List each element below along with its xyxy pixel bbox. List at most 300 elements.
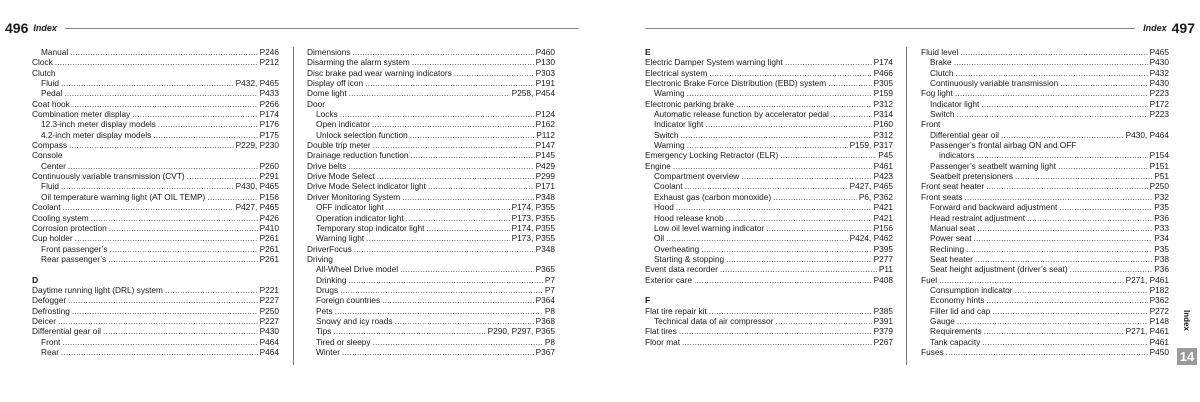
index-entry[interactable] bbox=[307, 326, 555, 336]
index-entry-page-ref[interactable]: P312 bbox=[873, 129, 893, 140]
index-entry-term: Low oil level warning indicator bbox=[654, 222, 765, 233]
index-entry[interactable] bbox=[645, 213, 893, 223]
index-entry[interactable] bbox=[307, 233, 555, 243]
index-entry-term: Operation indicator light bbox=[316, 212, 404, 223]
index-entry[interactable] bbox=[645, 244, 893, 254]
index-entry[interactable] bbox=[921, 171, 1169, 181]
index-entry-page-ref[interactable]: P466 bbox=[873, 67, 893, 78]
left-column-divider bbox=[293, 47, 294, 365]
dot-leader bbox=[960, 47, 1147, 57]
index-entry-page-ref[interactable]: P423 bbox=[873, 171, 893, 182]
index-entry[interactable] bbox=[32, 295, 279, 305]
index-entry-page-ref[interactable]: P290, P297, P365 bbox=[487, 326, 555, 337]
index-entry-term: Automatic release function by accelerator pedal bbox=[654, 109, 829, 120]
dot-leader bbox=[701, 244, 871, 254]
index-entry[interactable] bbox=[921, 347, 1169, 357]
index-entry-page-ref[interactable]: P261 bbox=[259, 233, 279, 244]
index-entry-page-ref[interactable]: P45 bbox=[878, 150, 893, 161]
index-entry[interactable] bbox=[32, 88, 279, 98]
index-entry-page-ref[interactable]: P277 bbox=[873, 253, 893, 264]
dot-leader bbox=[153, 130, 257, 140]
index-entry[interactable] bbox=[645, 57, 893, 67]
index-entry-page-ref[interactable]: P159 bbox=[873, 88, 893, 99]
index-entry-page-ref[interactable]: P191 bbox=[535, 78, 555, 89]
index-entry-page-ref[interactable]: P424, P462 bbox=[849, 233, 893, 244]
index-entry[interactable] bbox=[307, 88, 555, 98]
dot-leader bbox=[75, 233, 258, 243]
index-entry[interactable] bbox=[32, 181, 279, 191]
index-entry-term: All-Wheel Drive model bbox=[316, 264, 399, 275]
index-entry-page-ref[interactable]: P379 bbox=[873, 326, 893, 337]
dot-leader bbox=[333, 326, 485, 336]
section-letter: D bbox=[32, 274, 39, 285]
index-entry[interactable] bbox=[645, 140, 893, 150]
index-entry-term: Technical data of air compressor bbox=[654, 315, 774, 326]
index-entry[interactable] bbox=[645, 306, 893, 316]
index-entry-page-ref[interactable]: P174 bbox=[259, 109, 279, 120]
index-entry[interactable] bbox=[307, 119, 555, 129]
index-entry-page-ref[interactable]: P8 bbox=[544, 305, 555, 316]
index-entry-page-ref[interactable]: P465 bbox=[1149, 47, 1169, 57]
index-entry[interactable] bbox=[307, 202, 555, 212]
index-entry-term: Electronic parking brake bbox=[645, 98, 735, 109]
index-entry[interactable] bbox=[921, 275, 1169, 285]
index-entry[interactable] bbox=[921, 202, 1169, 212]
index-entry[interactable] bbox=[645, 275, 893, 285]
section-letter: E bbox=[645, 47, 651, 57]
dot-leader bbox=[1015, 171, 1152, 181]
index-entry[interactable] bbox=[645, 68, 893, 78]
index-entry[interactable] bbox=[32, 326, 279, 336]
index-entry[interactable] bbox=[921, 244, 1169, 254]
index-entry-page-ref[interactable]: P410 bbox=[259, 222, 279, 233]
dot-leader bbox=[103, 326, 258, 336]
index-entry-page-ref[interactable]: P303 bbox=[535, 67, 555, 78]
index-entry-term: Flat tires bbox=[645, 326, 677, 337]
index-entry[interactable] bbox=[921, 306, 1169, 316]
index-entry-page-ref[interactable]: P432, P465 bbox=[235, 78, 279, 89]
index-entry-page-ref[interactable]: P305 bbox=[873, 78, 893, 89]
index-entry[interactable] bbox=[307, 295, 555, 305]
left-page-title: Index bbox=[33, 23, 57, 33]
index-entry-page-ref[interactable]: P272 bbox=[1149, 305, 1169, 316]
dot-leader bbox=[673, 161, 872, 171]
index-entry[interactable] bbox=[645, 202, 893, 212]
dot-leader bbox=[68, 295, 257, 305]
index-entry[interactable] bbox=[32, 119, 279, 129]
index-entry-term: Unlock selection function bbox=[316, 129, 408, 140]
index-entry[interactable] bbox=[645, 99, 893, 109]
index-entry-page-ref[interactable]: P427, P465 bbox=[235, 202, 279, 213]
index-entry[interactable] bbox=[307, 47, 555, 57]
index-entry-page-ref[interactable]: P430, P464 bbox=[1125, 129, 1169, 140]
index-entry-page-ref[interactable]: P427, P465 bbox=[849, 181, 893, 192]
index-entry-page-ref[interactable]: P6, P362 bbox=[858, 191, 893, 202]
index-entry-term: Snowy and icy roads bbox=[316, 315, 393, 326]
index-entry-page-ref[interactable]: P227 bbox=[259, 295, 279, 306]
index-entry[interactable] bbox=[921, 99, 1169, 109]
index-entry-page-ref[interactable]: P33 bbox=[1154, 222, 1169, 233]
index-entry-term: Tank capacity bbox=[930, 336, 981, 347]
dot-leader bbox=[685, 181, 848, 191]
dot-leader bbox=[402, 192, 533, 202]
index-entry-term: Continuously variable transmission bbox=[930, 78, 1059, 89]
index-entry-page-ref[interactable]: P258, P454 bbox=[511, 88, 555, 99]
index-entry-page-ref[interactable]: P174 bbox=[873, 57, 893, 68]
index-entry-term: Power seat bbox=[930, 233, 972, 244]
index-entry-term: Coolant bbox=[32, 202, 61, 213]
index-entry-page-ref[interactable]: P147 bbox=[535, 140, 555, 151]
dot-leader bbox=[365, 78, 534, 88]
index-entry-page-ref[interactable]: P51 bbox=[1154, 171, 1169, 182]
index-entry[interactable] bbox=[307, 316, 555, 326]
index-entry[interactable] bbox=[307, 150, 555, 160]
index-entry[interactable] bbox=[307, 306, 555, 316]
index-entry-term: Pedal bbox=[41, 88, 63, 99]
index-entry[interactable] bbox=[921, 264, 1169, 274]
dot-leader bbox=[69, 140, 234, 150]
index-entry[interactable] bbox=[307, 181, 555, 191]
index-entry[interactable] bbox=[307, 99, 555, 109]
index-entry-term: Passenger’s seatbelt warning light bbox=[930, 160, 1057, 171]
left-page-column-1 bbox=[32, 47, 279, 357]
index-entry[interactable] bbox=[32, 223, 279, 233]
index-entry[interactable] bbox=[645, 150, 893, 160]
index-entry-page-ref[interactable]: P426 bbox=[259, 212, 279, 223]
dot-leader bbox=[410, 130, 534, 140]
index-entry-term: Drinking bbox=[316, 274, 347, 285]
index-entry[interactable] bbox=[32, 150, 279, 160]
dot-leader bbox=[726, 254, 872, 264]
index-entry[interactable] bbox=[32, 140, 279, 150]
index-entry[interactable] bbox=[307, 275, 555, 285]
index-entry-page-ref[interactable]: P312 bbox=[873, 98, 893, 109]
index-entry[interactable] bbox=[307, 57, 555, 67]
index-entry-page-ref[interactable]: P154 bbox=[1149, 150, 1169, 161]
index-entry[interactable] bbox=[32, 213, 279, 223]
index-entry[interactable] bbox=[32, 161, 279, 171]
index-entry[interactable] bbox=[921, 233, 1169, 243]
index-entry-page-ref[interactable]: P34 bbox=[1154, 233, 1169, 244]
index-entry-term: Compass bbox=[32, 140, 68, 151]
index-entry[interactable] bbox=[645, 130, 893, 140]
index-entry-page-ref[interactable]: P35 bbox=[1154, 202, 1169, 213]
index-entry-page-ref[interactable]: P421 bbox=[873, 212, 893, 223]
index-entry[interactable] bbox=[307, 347, 555, 357]
index-entry[interactable] bbox=[645, 171, 893, 181]
index-entry[interactable] bbox=[921, 181, 1169, 191]
index-entry[interactable] bbox=[307, 78, 555, 88]
dot-leader bbox=[412, 57, 534, 67]
index-entry-page-ref[interactable]: P227 bbox=[259, 315, 279, 326]
left-page-column-2 bbox=[307, 47, 555, 357]
index-entry[interactable] bbox=[307, 161, 555, 171]
dot-leader bbox=[955, 88, 1148, 98]
index-entry-page-ref[interactable]: P348 bbox=[535, 191, 555, 202]
index-entry-page-ref[interactable]: P156 bbox=[259, 191, 279, 202]
index-entry-page-ref[interactable]: P367 bbox=[535, 346, 555, 357]
index-entry-term: Front bbox=[921, 119, 941, 130]
index-entry-page-ref[interactable]: P368 bbox=[535, 315, 555, 326]
index-entry-page-ref[interactable]: P221 bbox=[259, 284, 279, 295]
dot-leader bbox=[72, 99, 258, 109]
index-entry[interactable] bbox=[307, 140, 555, 150]
index-entry[interactable] bbox=[645, 223, 893, 233]
index-entry[interactable] bbox=[307, 213, 555, 223]
index-entry[interactable] bbox=[307, 68, 555, 78]
index-entry-term: Disc brake pad wear warning indicators bbox=[307, 67, 452, 78]
index-entry[interactable] bbox=[921, 161, 1169, 171]
index-entry-term: Fluid bbox=[41, 78, 59, 89]
dot-leader bbox=[831, 109, 872, 119]
index-entry-page-ref[interactable]: P450 bbox=[1149, 346, 1169, 357]
index-entry[interactable] bbox=[921, 316, 1169, 326]
dot-leader bbox=[773, 192, 857, 202]
index-entry-page-ref[interactable]: P430 bbox=[1149, 78, 1169, 89]
index-entry-term: Exhaust gas (carbon monoxide) bbox=[654, 191, 772, 202]
index-entry[interactable] bbox=[32, 78, 279, 88]
dot-leader bbox=[187, 171, 258, 181]
index-entry-page-ref[interactable]: P250 bbox=[259, 305, 279, 316]
index-entry-page-ref[interactable]: P362 bbox=[1149, 295, 1169, 306]
index-entry-page-ref[interactable]: P112 bbox=[536, 129, 555, 140]
index-entry[interactable] bbox=[921, 192, 1169, 202]
index-entry-page-ref[interactable]: P174, P355 bbox=[511, 222, 555, 233]
index-entry[interactable] bbox=[921, 109, 1169, 119]
index-entry-page-ref[interactable]: P36 bbox=[1154, 212, 1169, 223]
index-entry-page-ref[interactable]: P250 bbox=[1149, 181, 1169, 192]
index-entry[interactable] bbox=[32, 337, 279, 347]
right-page-column-1 bbox=[645, 47, 893, 347]
index-entry[interactable] bbox=[645, 181, 893, 191]
index-entry-page-ref[interactable]: P433 bbox=[259, 88, 279, 99]
index-entry-page-ref[interactable]: P408 bbox=[873, 274, 893, 285]
index-entry-page-ref[interactable]: P266 bbox=[259, 98, 279, 109]
index-entry-page-ref[interactable]: P291 bbox=[259, 171, 279, 182]
dot-leader bbox=[1001, 130, 1124, 140]
index-entry[interactable] bbox=[645, 233, 893, 243]
index-entry[interactable] bbox=[921, 78, 1169, 88]
dot-leader bbox=[957, 316, 1148, 326]
dot-leader bbox=[342, 347, 534, 357]
index-entry-term: Winter bbox=[316, 346, 340, 357]
index-entry[interactable] bbox=[921, 140, 1169, 150]
index-entry[interactable] bbox=[32, 171, 279, 181]
index-entry-page-ref[interactable]: P173, P355 bbox=[511, 212, 555, 223]
index-entry-page-ref[interactable]: P174, P355 bbox=[511, 202, 555, 213]
index-entry[interactable] bbox=[307, 130, 555, 140]
index-entry[interactable] bbox=[307, 337, 555, 347]
side-tab-number[interactable]: 14 bbox=[1177, 348, 1197, 365]
index-entry[interactable] bbox=[645, 161, 893, 171]
index-entry-page-ref[interactable]: P160 bbox=[873, 119, 893, 130]
index-entry[interactable] bbox=[645, 109, 893, 119]
index-entry[interactable] bbox=[32, 130, 279, 140]
index-entry[interactable] bbox=[645, 119, 893, 129]
index-entry-page-ref[interactable]: P267 bbox=[873, 336, 893, 347]
index-entry-page-ref[interactable]: P460 bbox=[535, 47, 555, 57]
index-entry-term: OFF indicator light bbox=[316, 202, 384, 213]
index-entry[interactable] bbox=[32, 285, 279, 295]
index-entry-page-ref[interactable]: P36 bbox=[1154, 264, 1169, 275]
index-entry-page-ref[interactable]: P271, P461 bbox=[1125, 326, 1169, 337]
index-entry-page-ref[interactable]: P395 bbox=[873, 243, 893, 254]
index-entry-page-ref[interactable]: P11 bbox=[878, 264, 893, 275]
index-entry[interactable] bbox=[307, 264, 555, 274]
index-entry[interactable] bbox=[32, 316, 279, 326]
index-entry-page-ref[interactable]: P430, P465 bbox=[235, 181, 279, 192]
index-entry-page-ref[interactable]: P461 bbox=[873, 160, 893, 171]
index-entry[interactable] bbox=[307, 223, 555, 233]
index-entry[interactable] bbox=[921, 88, 1169, 98]
index-entry-page-ref[interactable]: P182 bbox=[1149, 284, 1169, 295]
index-entry-page-ref[interactable]: P421 bbox=[873, 202, 893, 213]
index-entry-page-ref[interactable]: P173, P355 bbox=[511, 233, 555, 244]
index-entry[interactable] bbox=[921, 285, 1169, 295]
index-entry[interactable] bbox=[32, 233, 279, 243]
dot-leader bbox=[110, 244, 258, 254]
index-entry[interactable] bbox=[32, 68, 279, 78]
index-entry-page-ref[interactable]: P365 bbox=[535, 264, 555, 275]
index-entry[interactable] bbox=[645, 192, 893, 202]
index-entry-page-ref[interactable]: P162 bbox=[535, 119, 555, 130]
index-entry[interactable] bbox=[921, 337, 1169, 347]
index-entry[interactable] bbox=[645, 264, 893, 274]
index-entry-page-ref[interactable]: P7 bbox=[544, 274, 555, 285]
index-entry-term: Differential gear oil bbox=[32, 326, 102, 337]
index-entry-page-ref[interactable]: P35 bbox=[1154, 243, 1169, 254]
index-entry-page-ref[interactable]: P385 bbox=[873, 305, 893, 316]
index-entry-term: Overheating bbox=[654, 243, 700, 254]
index-entry[interactable] bbox=[32, 244, 279, 254]
index-entry-page-ref[interactable]: P229, P230 bbox=[235, 140, 279, 151]
dot-leader bbox=[58, 316, 258, 326]
index-entry[interactable] bbox=[307, 109, 555, 119]
index-entry[interactable] bbox=[32, 109, 279, 119]
index-entry-page-ref[interactable]: P212 bbox=[259, 57, 279, 68]
index-entry-page-ref[interactable]: P124 bbox=[535, 109, 555, 120]
index-entry-page-ref[interactable]: P7 bbox=[544, 284, 555, 295]
index-entry[interactable] bbox=[307, 171, 555, 181]
index-entry[interactable] bbox=[921, 213, 1169, 223]
index-entry-page-ref[interactable]: P464 bbox=[259, 346, 279, 357]
index-entry-page-ref[interactable]: P223 bbox=[1149, 109, 1169, 120]
index-entry-page-ref[interactable]: P130 bbox=[535, 57, 555, 68]
index-entry[interactable] bbox=[32, 47, 279, 57]
index-entry-page-ref[interactable]: P429 bbox=[535, 160, 555, 171]
dot-leader bbox=[91, 213, 258, 223]
index-entry[interactable] bbox=[921, 223, 1169, 233]
index-entry-page-ref[interactable]: P148 bbox=[1149, 315, 1169, 326]
index-entry-term: Switch bbox=[930, 109, 955, 120]
dot-leader bbox=[63, 202, 234, 212]
index-entry-page-ref[interactable]: P430 bbox=[1149, 57, 1169, 68]
index-entry-term: Defogger bbox=[32, 295, 67, 306]
index-entry-page-ref[interactable]: P314 bbox=[873, 109, 893, 120]
index-entry[interactable] bbox=[32, 202, 279, 212]
index-entry-page-ref[interactable]: P32 bbox=[1154, 191, 1169, 202]
index-entry[interactable] bbox=[921, 150, 1169, 160]
index-entry-page-ref[interactable]: P156 bbox=[873, 222, 893, 233]
index-entry-term: Forward and backward adjustment bbox=[930, 202, 1058, 213]
index-entry[interactable] bbox=[921, 130, 1169, 140]
index-entry[interactable] bbox=[645, 254, 893, 264]
index-entry[interactable] bbox=[921, 119, 1169, 129]
dot-leader bbox=[348, 161, 533, 171]
index-entry-page-ref[interactable]: P261 bbox=[259, 253, 279, 264]
index-entry-page-ref[interactable]: P430 bbox=[259, 326, 279, 337]
index-entry[interactable] bbox=[921, 47, 1169, 57]
index-entry-term: Indicator light bbox=[930, 98, 980, 109]
index-entry[interactable] bbox=[32, 347, 279, 357]
index-entry-page-ref[interactable]: P145 bbox=[535, 150, 555, 161]
index-entry-page-ref[interactable]: P464 bbox=[259, 336, 279, 347]
index-entry-term: Cooling system bbox=[32, 212, 89, 223]
index-entry-page-ref[interactable]: P246 bbox=[259, 47, 279, 57]
index-entry[interactable] bbox=[32, 306, 279, 316]
index-entry-page-ref[interactable]: P159, P317 bbox=[849, 140, 893, 151]
index-entry[interactable] bbox=[307, 254, 555, 264]
index-entry-page-ref[interactable]: P151 bbox=[1149, 160, 1169, 171]
index-entry-page-ref[interactable]: P260 bbox=[259, 160, 279, 171]
index-entry-page-ref[interactable]: P271, P461 bbox=[1125, 274, 1169, 285]
index-entry[interactable] bbox=[921, 326, 1169, 336]
index-entry-page-ref[interactable]: P432 bbox=[1149, 67, 1169, 78]
index-entry-page-ref[interactable]: P171 bbox=[535, 181, 555, 192]
index-entry-term: Consumption indicator bbox=[930, 284, 1013, 295]
index-entry[interactable] bbox=[921, 68, 1169, 78]
index-entry-page-ref[interactable]: P261 bbox=[259, 243, 279, 254]
index-entry-page-ref[interactable]: P461 bbox=[1149, 336, 1169, 347]
index-entry-page-ref[interactable]: P299 bbox=[535, 171, 555, 182]
index-entry[interactable] bbox=[307, 285, 555, 295]
index-entry-page-ref[interactable]: P223 bbox=[1149, 88, 1169, 99]
index-entry[interactable] bbox=[32, 99, 279, 109]
index-entry[interactable] bbox=[645, 316, 893, 326]
index-entry-term: Filler lid and cap bbox=[930, 305, 991, 316]
index-entry-page-ref[interactable]: P364 bbox=[535, 295, 555, 306]
dot-leader bbox=[726, 213, 872, 223]
left-header-rule bbox=[65, 28, 579, 29]
index-entry[interactable] bbox=[921, 254, 1169, 264]
index-entry[interactable] bbox=[645, 337, 893, 347]
index-entry-page-ref[interactable]: P176 bbox=[259, 119, 279, 130]
index-entry-page-ref[interactable]: P172 bbox=[1149, 98, 1169, 109]
index-entry[interactable] bbox=[32, 254, 279, 264]
index-entry[interactable] bbox=[645, 78, 893, 88]
index-entry-page-ref[interactable]: P348 bbox=[535, 243, 555, 254]
index-entry-page-ref[interactable]: P175 bbox=[259, 129, 279, 140]
index-entry-term: Warning light bbox=[316, 233, 365, 244]
index-entry[interactable] bbox=[645, 326, 893, 336]
index-entry-term: Drive Mode Select indicator light bbox=[307, 181, 426, 192]
index-entry[interactable] bbox=[921, 57, 1169, 67]
dot-leader bbox=[709, 306, 872, 316]
index-entry-page-ref[interactable]: P38 bbox=[1154, 253, 1169, 264]
index-entry[interactable] bbox=[921, 295, 1169, 305]
index-entry-page-ref[interactable]: P391 bbox=[873, 315, 893, 326]
dot-leader bbox=[165, 285, 258, 295]
index-entry[interactable] bbox=[307, 244, 555, 254]
index-entry-page-ref[interactable]: P8 bbox=[544, 336, 555, 347]
index-entry[interactable] bbox=[307, 192, 555, 202]
index-entry[interactable] bbox=[645, 88, 893, 98]
index-entry[interactable] bbox=[32, 192, 279, 202]
index-entry-term: Fluid bbox=[41, 181, 59, 192]
dot-leader bbox=[720, 264, 877, 274]
dot-leader bbox=[410, 150, 533, 160]
index-entry[interactable] bbox=[32, 57, 279, 67]
